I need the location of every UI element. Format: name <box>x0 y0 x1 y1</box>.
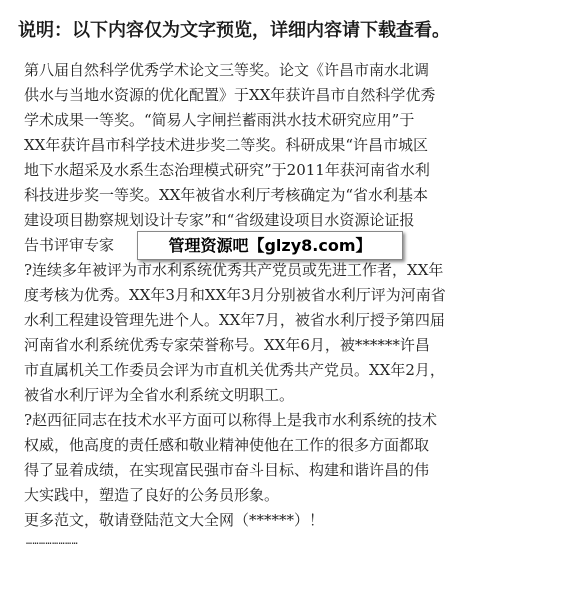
body-line: 地下水超采及水系生态治理模式研究”于2011年获河南省水利 <box>24 161 430 179</box>
dotted-separator: …………………… <box>26 536 79 547</box>
body-line: ?赵西征同志在技术水平方面可以称得上是我市水利系统的技术 <box>24 411 438 429</box>
body-line: 市直属机关工作委员会评为市直机关优秀共产党员。XX年2月， <box>24 361 445 379</box>
body-line: XX年获许昌市科学技术进步奖二等奖。科研成果“许昌市城区 <box>24 136 429 154</box>
body-line: 更多范文，敬请登陆范文大全网（******）！ <box>24 511 325 529</box>
body-line: 权威，他高度的责任感和敬业精神使他在工作的很多方面都取 <box>24 436 430 454</box>
body-line: 告书评审专家 <box>24 236 115 254</box>
body-line: 建设项目勘察规划设计专家”和“省级建设项目水资源论证报 <box>24 211 415 229</box>
body-line: 科技进步奖一等奖。XX年被省水利厅考核确定为“省水利基本 <box>24 186 429 204</box>
body-line: 水利工程建设管理先进个人。XX年7月，被省水利厅授予第四届 <box>24 311 445 329</box>
body-line: 第八届自然科学优秀学术论文三等奖。论文《许昌市南水北调 <box>24 61 430 79</box>
body-line: 供水与当地水资源的优化配置》于XX年获许昌市自然科学优秀 <box>24 86 436 104</box>
watermark-overlay: 管理资源吧【glzy8.com】 <box>137 231 403 260</box>
body-line: 得了显着成绩，在实现富民强市奋斗目标、构建和谐许昌的伟 <box>24 461 430 479</box>
document-body <box>24 58 556 533</box>
body-line: 度考核为优秀。XX年3月和XX年3月分别被省水利厅评为河南省 <box>24 286 446 304</box>
body-line: ?连续多年被评为市水利系统优秀共产党员或先进工作者，XX年 <box>24 261 444 279</box>
body-line: 被省水利厅评为全省水利系统文明职工。 <box>24 386 295 404</box>
body-line: 大实践中，塑造了良好的公务员形象。 <box>24 486 280 504</box>
body-line: 学术成果一等奖。“简易人字闸拦蓄雨洪水技术研究应用”于 <box>24 111 415 129</box>
body-line: 河南省水利系统优秀专家荣誉称号。XX年6月，被******许昌 <box>24 336 430 354</box>
preview-notice: 说明：以下内容仅为文字预览，详细内容请下载查看。 <box>18 20 450 41</box>
